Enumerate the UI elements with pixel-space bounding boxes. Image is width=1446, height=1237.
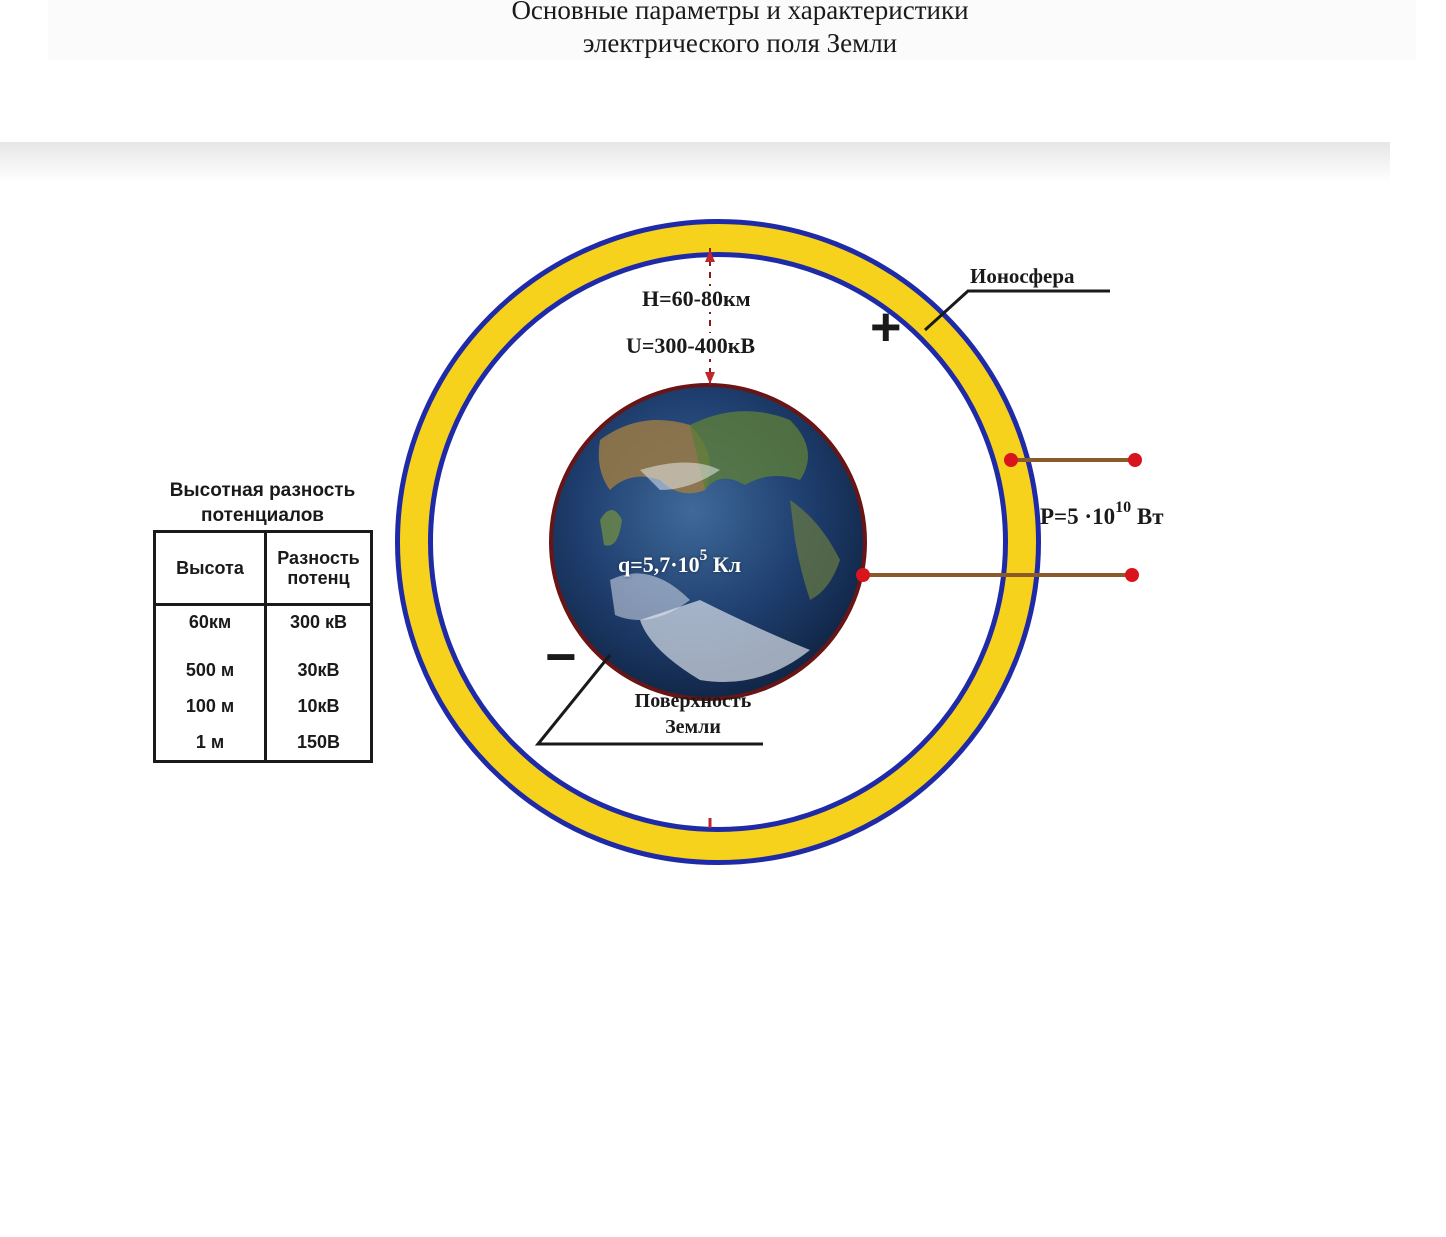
table-title [150,478,375,528]
row-height: 60км [155,605,266,653]
row-height: 500 м [155,652,266,688]
power-base: P=5 ·10 [1040,504,1116,529]
header-height: Высота [155,532,266,605]
row-height: 100 м [155,688,266,724]
table-row [155,605,372,653]
terminal-earth-end [1125,568,1139,582]
charge-unit: Кл [712,552,742,577]
terminal-earth [856,568,870,582]
potential-difference-table [153,530,373,763]
layer-height-label: H=60-80км [642,286,751,311]
header-difference-line-2: потенц [287,568,350,588]
charge-base: q=5,7·10 [618,552,700,577]
surface-label-line-1: Поверхность [634,690,752,712]
charge-exponent: 5 [699,547,708,564]
table-row [155,652,372,688]
row-difference: 10кВ [297,695,340,716]
power-unit: Вт [1136,504,1164,529]
title-line-1: Основные параметры и характеристики [511,0,969,25]
header-difference [266,532,372,605]
row-difference: 150В [296,731,341,752]
table-title-line-2: потенциалов [201,505,324,526]
table-row [155,688,372,724]
negative-charge-sign: − [545,627,577,687]
positive-charge-sign: + [870,297,902,357]
table-row [155,724,372,762]
voltage-label: U=300-400кВ [626,333,756,358]
power-label [1040,499,1164,530]
terminal-ionosphere-end [1128,453,1142,467]
title-line-2: электрического поля Земли [582,28,898,58]
charge-label [618,547,742,578]
terminal-ionosphere [1004,453,1018,467]
header-difference-line-1: Разность [277,548,360,568]
earth-globe [551,385,865,699]
surface-label [612,688,774,740]
row-height: 1 м [155,724,266,762]
table-header-row [155,532,372,605]
ionosphere-label: Ионосфера [970,264,1075,288]
surface-label-line-2: Земли [665,716,721,738]
row-difference: 300 кВ [289,612,348,632]
row-difference: 30кВ [297,659,340,680]
table-title-line-1: Высотная разность [169,480,356,501]
power-exponent: 10 [1115,499,1132,516]
height-dimension-line [705,248,715,385]
